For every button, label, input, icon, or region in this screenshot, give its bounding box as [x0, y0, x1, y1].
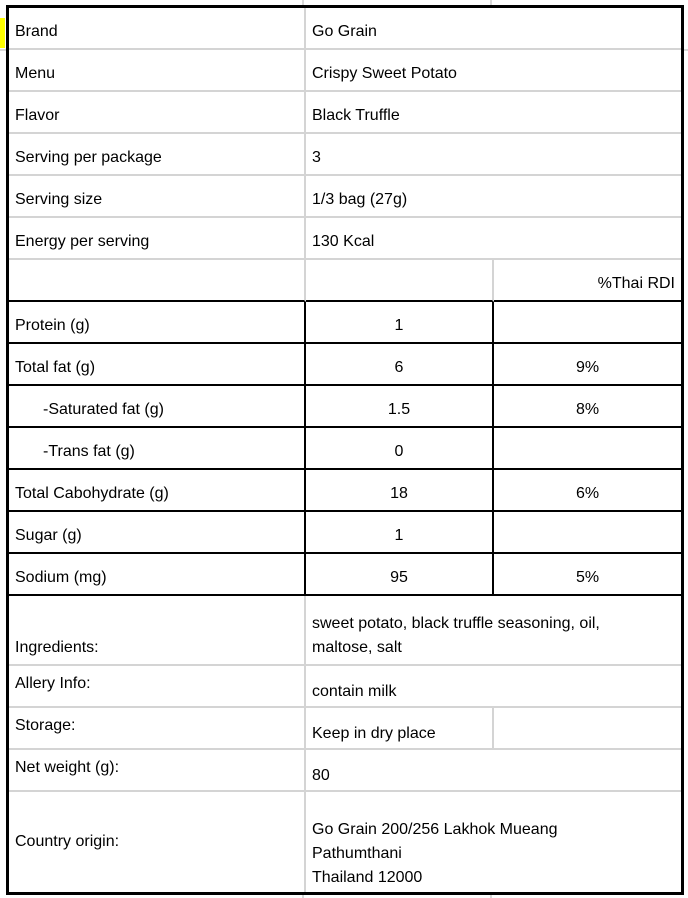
row-net-weight — [9, 750, 681, 792]
ingredients-line: maltose, salt — [312, 639, 402, 656]
cell-label[interactable]: Brand — [9, 8, 306, 50]
cell-value[interactable]: 1/3 bag (27g) — [306, 176, 681, 218]
nutrition-row-sugar — [9, 512, 681, 554]
ingredients-value[interactable] — [306, 596, 681, 666]
address-line: Go Grain 200/256 Lakhok Mueang — [312, 821, 558, 838]
cell-label[interactable]: Menu — [9, 50, 306, 92]
cell-empty[interactable] — [9, 260, 306, 302]
ingredients-line: sweet potato, black truffle seasoning, oil, — [312, 615, 600, 632]
nutrient-label[interactable]: -Trans fat (g) — [9, 428, 306, 470]
nutrient-rdi[interactable]: 8% — [494, 386, 681, 428]
nutrient-label[interactable]: Protein (g) — [9, 302, 306, 344]
allergy-label[interactable]: Allery Info: — [9, 666, 306, 708]
address-line: Pathumthani — [312, 845, 402, 862]
ingredients-label[interactable]: Ingredients: — [9, 596, 306, 666]
row-storage — [9, 708, 681, 750]
nutrient-amount[interactable]: 1 — [306, 302, 494, 344]
cell-empty[interactable] — [306, 260, 494, 302]
cell-value[interactable]: 130 Kcal — [306, 218, 681, 260]
row-energy — [9, 218, 681, 260]
row-rdi-header — [9, 260, 681, 302]
nutrient-rdi[interactable]: 6% — [494, 470, 681, 512]
nutrient-amount[interactable]: 6 — [306, 344, 494, 386]
nutrient-amount[interactable]: 95 — [306, 554, 494, 596]
row-serving-size — [9, 176, 681, 218]
storage-value[interactable]: Keep in dry place — [306, 708, 494, 750]
net-weight-value[interactable]: 80 — [306, 750, 681, 792]
row-serving-per-package — [9, 134, 681, 176]
nutrient-amount[interactable]: 1.5 — [306, 386, 494, 428]
nutrient-rdi[interactable] — [494, 302, 681, 344]
nutrient-rdi[interactable]: 5% — [494, 554, 681, 596]
nutrition-row-sodium — [9, 554, 681, 596]
nutrient-amount[interactable]: 1 — [306, 512, 494, 554]
cell-label[interactable]: Serving size — [9, 176, 306, 218]
cell-value[interactable]: Crispy Sweet Potato — [306, 50, 681, 92]
cell-label[interactable]: Serving per package — [9, 134, 306, 176]
nutrition-row-trans-fat — [9, 428, 681, 470]
nutrition-row-saturated-fat — [9, 386, 681, 428]
cell-value[interactable]: Black Truffle — [306, 92, 681, 134]
nutrition-sheet — [6, 5, 684, 895]
nutrient-label[interactable]: -Saturated fat (g) — [9, 386, 306, 428]
allergy-value[interactable]: contain milk — [306, 666, 681, 708]
nutrient-amount[interactable]: 18 — [306, 470, 494, 512]
row-menu — [9, 50, 681, 92]
nutrient-rdi[interactable] — [494, 428, 681, 470]
cell-value[interactable]: 3 — [306, 134, 681, 176]
row-country-origin — [9, 792, 681, 892]
nutrition-row-protein — [9, 302, 681, 344]
nutrient-amount[interactable]: 0 — [306, 428, 494, 470]
country-origin-label[interactable]: Country origin: — [9, 792, 306, 892]
address-line: Thailand 12000 — [312, 869, 423, 886]
nutrient-label[interactable]: Sugar (g) — [9, 512, 306, 554]
row-flavor — [9, 92, 681, 134]
net-weight-label[interactable]: Net weight (g): — [9, 750, 306, 792]
nutrient-label[interactable]: Total Cabohydrate (g) — [9, 470, 306, 512]
cell-label[interactable]: Energy per serving — [9, 218, 306, 260]
cell-label[interactable]: Flavor — [9, 92, 306, 134]
nutrient-rdi[interactable]: 9% — [494, 344, 681, 386]
nutrient-rdi[interactable] — [494, 512, 681, 554]
nutrition-row-carbohydrate — [9, 470, 681, 512]
row-allergy — [9, 666, 681, 708]
row-brand — [9, 8, 681, 50]
country-origin-value[interactable] — [306, 792, 681, 892]
row-selection-marker — [0, 18, 5, 48]
row-ingredients — [9, 596, 681, 666]
rdi-header[interactable]: %Thai RDI — [494, 260, 681, 302]
nutrition-row-total-fat — [9, 344, 681, 386]
nutrient-label[interactable]: Total fat (g) — [9, 344, 306, 386]
storage-label[interactable]: Storage: — [9, 708, 306, 750]
nutrient-label[interactable]: Sodium (mg) — [9, 554, 306, 596]
cell-value[interactable]: Go Grain — [306, 8, 681, 50]
cell-empty[interactable] — [494, 708, 681, 750]
